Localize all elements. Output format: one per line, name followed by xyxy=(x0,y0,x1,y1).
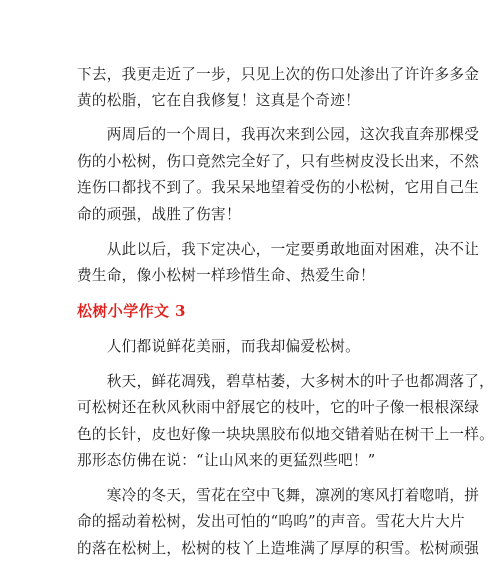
paragraph-line: 下去，我更走近了一步，只见上次的伤口处渗出了许许多多金 xyxy=(77,66,480,83)
section-heading: 松树小学作文 3 xyxy=(77,302,186,320)
paragraph-line: 费生命，像小松树一样珍惜生命、热爱生命！ xyxy=(77,267,375,284)
paragraph-line: 黄的松脂，它在自我修复！这真是个奇迹！ xyxy=(77,92,360,109)
paragraph-line: 命的摇动着松树，发出可怕的“呜呜”的声音。雪花大片大片 xyxy=(77,513,465,530)
paragraph-line: 秋天，鲜花凋残，碧草枯萎，大多树木的叶子也都凋落了， xyxy=(77,373,495,390)
paragraph-line: 两周后的一个周日，我再次来到公园，这次我直奔那棵受 xyxy=(77,126,480,143)
paragraph-line: 伤的小松树，伤口竟然完全好了，只有些树皮没长出来，不然 xyxy=(77,153,480,170)
paragraph-line: 色的长针，皮也好像一块块黑胶布似地交错着贴在树干上一样。 xyxy=(77,426,495,443)
paragraph-line: 可松树还在秋风秋雨中舒展它的枝叶，它的叶子像一根根深绿 xyxy=(77,399,480,416)
paragraph-line: 寒冷的冬天，雪花在空中飞舞，凛冽的寒风打着唿哨，拼 xyxy=(77,487,480,504)
paragraph-line: 连伤口都找不到了。我呆呆地望着受伤的小松树，它用自己生 xyxy=(77,179,480,196)
paragraph-line: 的落在松树上，松树的枝丫上造堆满了厚厚的积雪。松树顽强 xyxy=(77,540,480,557)
paragraph-line: 从此以后，我下定决心，一定要勇敢地面对困难，决不让 xyxy=(77,241,480,258)
paragraph-line: 那形态仿佛在说：“让山风来的更猛烈些吧！” xyxy=(77,452,376,469)
paragraph-line: 人们都说鲜花美丽，而我却偏爱松树。 xyxy=(77,338,360,355)
paragraph-line: 命的顽强，战胜了伤害！ xyxy=(77,206,241,223)
